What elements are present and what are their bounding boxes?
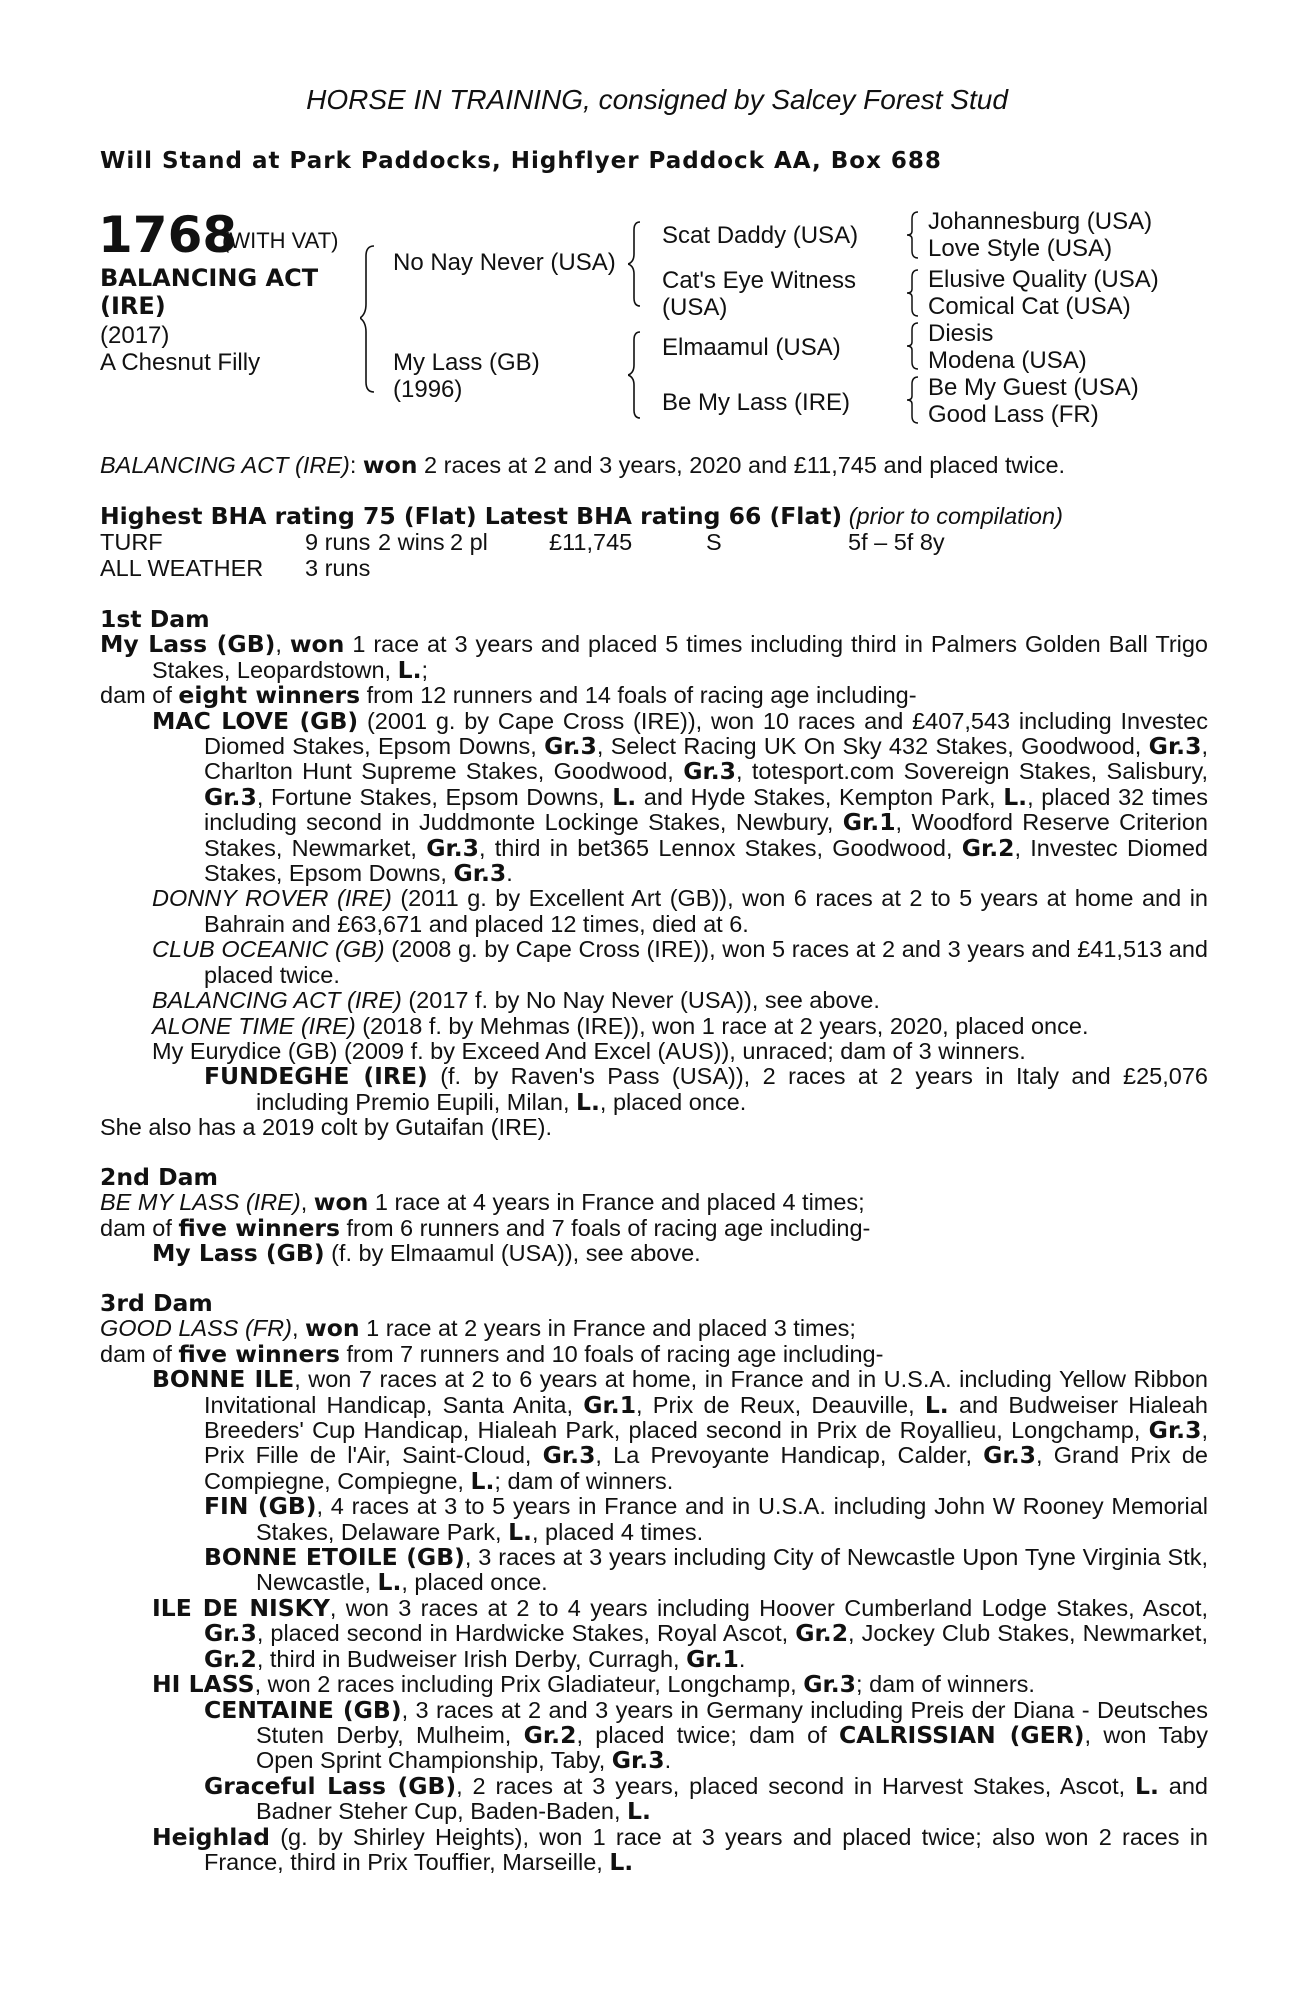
text-fragment: , third in Budweiser Irish Derby, Curragh,	[256, 1645, 687, 1672]
turf-going: S	[706, 529, 722, 555]
pedigree-dd: Be My Lass (IRE)	[662, 389, 851, 416]
text-fragment: , placed once.	[401, 1569, 548, 1596]
produce-ile-de-nisky	[100, 1593, 1208, 1673]
won-label: won	[313, 1188, 369, 1217]
pedigree-bracket-g3a	[906, 209, 924, 261]
ratings-heading: Highest BHA rating 75 (Flat) Latest BHA rating 66 (Flat)	[100, 502, 843, 530]
produce-bonne-ile	[100, 1367, 1208, 1494]
text-fragment: dam of	[100, 682, 179, 709]
pedigree-sds: Elusive Quality (USA)	[928, 266, 1159, 293]
horse-year: (2017)	[100, 322, 170, 349]
text-fragment: , Prix Fille de l'Air, Saint-Cloud,	[204, 1417, 1208, 1469]
ratings-note: (prior to compilation)	[848, 503, 1063, 529]
pedigree-dam: My Lass (GB)	[393, 349, 540, 376]
text-fragment: , Fortune Stakes, Epsom Downs,	[256, 783, 613, 810]
pedigree-bracket-g3b	[906, 267, 924, 319]
text-fragment: 1 race at 2 years in France and placed 3 times;	[359, 1315, 856, 1342]
grade-label: Gr.3	[544, 732, 597, 761]
text-fragment: , placed once.	[599, 1088, 747, 1115]
grade-label: L.	[1003, 782, 1028, 811]
pedigree-bracket-g3d	[906, 374, 924, 426]
grade-label: Gr.3	[611, 1746, 665, 1775]
grade-label: Gr.3	[803, 1670, 857, 1699]
summary-horse-name: BALANCING ACT (IRE)	[100, 452, 350, 478]
text-fragment: (2001 g. by Cape Cross (IRE)), won 10 races and £407,543 including Investec Diomed Stakes, Epsom Downs,	[204, 707, 1209, 760]
turf-prize: £11,745	[549, 529, 633, 555]
text-fragment: from 12 runners and 14 foals of racing age including-	[360, 682, 917, 709]
summary-won: won	[362, 451, 418, 479]
text-fragment: , placed 32 times including second in Juddmonte Lockinge Stakes, Newbury,	[204, 783, 1208, 836]
text-fragment: and Budweiser Hialeah Breeders' Cup Handicap, Hialeah Park, placed second in Prix de Royallieu, Longchamp,	[204, 1391, 1208, 1444]
text-fragment: .	[738, 1645, 746, 1672]
grade-label: Gr.3	[204, 1619, 257, 1648]
text-fragment: 1 race at 4 years in France and placed 4 times;	[368, 1189, 865, 1216]
produce-heighlad	[100, 1822, 1208, 1876]
text-fragment: (2018 f. by Mehmas (IRE)), won 1 race at 2 years, 2020, placed once.	[355, 1012, 1089, 1039]
pedigree-ddd: Good Lass (FR)	[928, 401, 1099, 428]
ratings-heading-line	[100, 504, 1063, 529]
produce-fin	[100, 1494, 1208, 1545]
turf-runs: 9 runs	[305, 529, 371, 555]
produce-my-lass	[100, 1241, 1208, 1266]
pedigree-dss: Diesis	[928, 320, 994, 347]
produce-name: FIN (GB)	[204, 1492, 317, 1521]
text-fragment: (2008 g. by Cape Cross (IRE)), won 5 races at 2 and 3 years and £41,513 and placed twice.	[204, 936, 1208, 988]
text-fragment: , won Taby Open Sprint Championship, Taby,	[256, 1721, 1208, 1774]
pedigree-sd-country: (USA)	[662, 294, 728, 321]
produce-alone-time	[100, 1014, 1208, 1039]
produce-name: ILE DE NISKY	[152, 1593, 330, 1622]
horse-name: BALANCING ACT	[100, 264, 319, 292]
winners-count: eight winners	[178, 681, 361, 710]
horse-name-country: (IRE)	[100, 292, 166, 320]
aw-label: ALL WEATHER	[100, 555, 264, 581]
second-dam-record	[100, 1190, 1208, 1215]
text-fragment: , 3 races at 2 and 3 years in Germany including Preis der Diana - Deutsches Stuten Derby, Mulheim,	[256, 1696, 1208, 1748]
grade-label: L.	[470, 1466, 495, 1495]
produce-name: BALANCING ACT (IRE)	[152, 987, 402, 1014]
pedigree-bracket-g3c	[906, 320, 924, 372]
text-fragment: , third in bet365 Lennox Stakes, Goodwood,	[479, 834, 962, 861]
text-fragment: ; dam of winners.	[856, 1671, 1035, 1698]
grade-label: L.	[612, 782, 637, 811]
produce-name: CLUB OCEANIC (GB)	[152, 936, 385, 963]
stand-location: Will Stand at Park Paddocks, Highflyer Paddock AA, Box 688	[100, 148, 942, 174]
text-fragment: , Jockey Club Stakes, Newmarket,	[848, 1620, 1208, 1647]
text-fragment: , won 2 races including Prix Gladiateur, Longchamp,	[254, 1671, 804, 1698]
second-dam-name: BE MY LASS (IRE)	[100, 1189, 301, 1216]
pedigree-ssd: Love Style (USA)	[928, 235, 1113, 262]
grade-label: Gr.3	[1148, 1416, 1202, 1445]
second-dam-heading: 2nd Dam	[100, 1163, 218, 1191]
text-fragment: , totesport.com Sovereign Stakes, Salisbury,	[736, 758, 1208, 785]
text-fragment: , Woodford Reserve Criterion Stakes, Newmarket,	[204, 809, 1208, 861]
listed-label: L.	[1135, 1771, 1159, 1800]
produce-name: HI LASS	[152, 1670, 255, 1699]
grade-label: Gr.2	[795, 1619, 849, 1648]
text-fragment: and Hyde Stakes, Kempton Park,	[636, 783, 1004, 810]
produce-donny-rover	[100, 886, 1208, 937]
grade-label: Gr.3	[683, 757, 737, 786]
listed-label: L.	[397, 655, 422, 684]
first-dam-section	[100, 607, 1208, 1141]
turf-placed: 2 pl	[450, 529, 488, 555]
summary-colon: :	[349, 452, 357, 478]
grade-label: Gr.3	[542, 1441, 596, 1470]
text-fragment: , 2 races at 3 years, placed second in Harvest Stakes, Ascot,	[456, 1772, 1136, 1799]
produce-name: BONNE ETOILE (GB)	[204, 1543, 465, 1572]
produce-name: CALRISSIAN (GER)	[839, 1720, 1085, 1749]
text-fragment: from 6 runners and 7 foals of racing age including-	[339, 1214, 871, 1241]
text-fragment: (g. by Shirley Heights), won 1 race at 3 years and placed twice; also won 2 races in France, third in Prix Touffier, Marseille,	[204, 1823, 1208, 1875]
pedigree-ss: Scat Daddy (USA)	[662, 222, 859, 249]
produce-name: BONNE ILE	[152, 1365, 295, 1394]
text-fragment: from 7 runners and 10 foals of racing age including-	[339, 1340, 884, 1367]
vat-note: (WITH VAT)	[222, 228, 339, 253]
text-fragment: , 4 races at 3 to 5 years in France and in U.S.A. including John W Rooney Memorial Stakes, Delaware Park,	[256, 1493, 1208, 1545]
grade-label: Gr.2	[961, 833, 1015, 862]
lot-number: 1768	[98, 206, 238, 264]
text-fragment: ;	[421, 656, 429, 683]
grade-label: Gr.3	[983, 1441, 1036, 1470]
text-fragment: , placed twice; dam of	[576, 1721, 840, 1748]
grade-label: Gr.3	[453, 859, 507, 888]
race-summary	[100, 453, 1065, 478]
winners-count: five winners	[178, 1213, 340, 1242]
produce-mac-love	[100, 706, 1209, 888]
produce-name: DONNY ROVER (IRE)	[152, 885, 392, 912]
produce-name: ALONE TIME (IRE)	[152, 1012, 356, 1039]
listed-label: L.	[609, 1847, 634, 1876]
produce-my-eurydice: My Eurydice (GB) (2009 f. by Exceed And Excel (AUS)), unraced; dam of 3 winners.	[152, 1037, 1026, 1064]
first-dam-name: My Lass (GB)	[100, 630, 276, 659]
text-fragment: (f. by Raven's Pass (USA)), 2 races at 2 years in Italy and £25,076 including Premio Eupili, Milan,	[256, 1063, 1208, 1115]
listed-label: L.	[508, 1517, 532, 1546]
grade-label: Gr.3	[1148, 732, 1202, 761]
text-fragment: , placed second in Hardwicke Stakes, Royal Ascot,	[256, 1620, 796, 1647]
produce-name: MAC LOVE (GB)	[152, 706, 359, 735]
first-dam-heading: 1st Dam	[100, 605, 210, 633]
produce-name: CENTAINE (GB)	[204, 1695, 402, 1724]
text-fragment: , 3 races at 3 years including City of Newcastle Upon Tyne Virginia Stk, Newcastle,	[256, 1544, 1208, 1596]
text-fragment: ,	[300, 1189, 314, 1216]
text-fragment: 1 race at 3 years and placed 5 times including third in Palmers Golden Ball Trigo Stakes, Leopardstown,	[152, 631, 1209, 683]
third-dam-record	[100, 1316, 1208, 1341]
grade-label: Gr.3	[426, 833, 480, 862]
text-fragment: and Badner Steher Cup, Baden-Baden,	[256, 1772, 1209, 1825]
listed-label: L.	[627, 1797, 651, 1826]
second-dam-section	[100, 1165, 1208, 1267]
produce-fundeghe	[100, 1064, 1208, 1115]
summary-text: 2 races at 2 and 3 years, 2020 and £11,745 and placed twice.	[417, 452, 1066, 478]
produce-hi-lass	[100, 1672, 1208, 1697]
text-fragment: , won 7 races at 2 to 6 years at home, in France and in U.S.A. including Yellow Ribbon Invitational Handicap, Santa Anita,	[204, 1366, 1208, 1418]
pedigree-dsd: Modena (USA)	[928, 347, 1087, 374]
produce-balancing-act	[100, 988, 1208, 1013]
turf-distance: 5f – 5f 8y	[848, 529, 945, 555]
listed-label: L.	[377, 1568, 402, 1597]
text-fragment: (2017 f. by No Nay Never (USA)), see above.	[401, 987, 880, 1014]
text-fragment: , placed 4 times.	[531, 1518, 704, 1545]
text-fragment: , La Prevoyante Handicap, Calder,	[595, 1442, 984, 1469]
text-fragment: , Grand Prix de Compiegne, Compiegne,	[204, 1442, 1208, 1494]
second-dam-produce-summary	[100, 1213, 1208, 1242]
pedigree-sdd: Comical Cat (USA)	[928, 293, 1131, 320]
pedigree-dam-year: (1996)	[393, 376, 463, 403]
turf-wins: 2 wins	[378, 529, 445, 555]
produce-centaine	[100, 1695, 1208, 1775]
produce-name: FUNDEGHE (IRE)	[204, 1062, 428, 1091]
winners-count: five winners	[178, 1339, 340, 1368]
grade-label: Gr.1	[583, 1390, 637, 1419]
grade-label: Gr.1	[842, 808, 896, 837]
pedigree-sire: No Nay Never (USA)	[393, 249, 616, 276]
text-fragment: , Charlton Hunt Supreme Stakes, Goodwood,	[204, 733, 1208, 785]
text-fragment: ,	[291, 1315, 305, 1342]
text-fragment: dam of	[100, 1214, 179, 1241]
turf-label: TURF	[100, 529, 163, 555]
text-fragment: , Prix de Reux, Deauville,	[636, 1391, 925, 1418]
text-fragment: , won 3 races at 2 to 4 years including Hoover Cumberland Lodge Stakes, Ascot,	[329, 1594, 1208, 1621]
produce-name: My Lass (GB)	[152, 1239, 325, 1268]
third-dam-section	[100, 1291, 1208, 1875]
produce-2019-colt: She also has a 2019 colt by Gutaifan (IRE).	[100, 1114, 552, 1141]
pedigree-bracket-sire	[628, 218, 658, 308]
third-dam-name: GOOD LASS (FR)	[100, 1315, 292, 1342]
grade-label: Gr.3	[204, 782, 257, 811]
pedigree-ds: Elmaamul (USA)	[662, 334, 841, 361]
first-dam-produce-summary	[100, 683, 1208, 708]
listed-label: L.	[576, 1087, 600, 1116]
text-fragment: , Select Racing UK On Sky 432 Stakes, Goodwood,	[596, 733, 1149, 760]
aw-runs: 3 runs	[305, 555, 371, 581]
text-fragment: (f. by Elmaamul (USA)), see above.	[324, 1240, 701, 1267]
produce-name: Graceful Lass (GB)	[204, 1771, 457, 1800]
third-dam-heading: 3rd Dam	[100, 1289, 213, 1317]
grade-label: Gr.2	[523, 1720, 577, 1749]
grade-label: Gr.2	[204, 1644, 257, 1673]
produce-graceful-lass	[100, 1771, 1209, 1826]
pedigree-sss: Johannesburg (USA)	[928, 208, 1153, 235]
produce-bonne-etoile	[100, 1545, 1208, 1596]
text-fragment: dam of	[100, 1340, 179, 1367]
text-fragment: (2011 g. by Excellent Art (GB)), won 6 races at 2 to 5 years at home and in Bahrain and £63,671 and placed 12 times, died at 6.	[204, 885, 1208, 937]
grade-label: Gr.1	[686, 1644, 739, 1673]
won-label: won	[305, 1314, 360, 1343]
text-fragment: .	[664, 1747, 672, 1774]
first-dam-record	[100, 632, 1208, 683]
third-dam-produce-summary	[100, 1339, 1208, 1368]
pedigree-sd: Cat's Eye Witness	[662, 267, 856, 294]
text-fragment: ,	[275, 631, 290, 658]
pedigree-dds: Be My Guest (USA)	[928, 374, 1139, 401]
consignment-title: HORSE IN TRAINING, consigned by Salcey Forest Stud	[306, 84, 1008, 115]
pedigree-bracket-dam	[628, 328, 658, 420]
text-fragment: , Investec Diomed Stakes, Epsom Downs,	[204, 834, 1208, 887]
text-fragment: .	[506, 860, 513, 887]
produce-name: Heighlad	[152, 1822, 270, 1851]
produce-club-oceanic	[100, 937, 1208, 988]
text-fragment: ; dam of winners.	[494, 1467, 674, 1494]
horse-description: A Chesnut Filly	[100, 349, 261, 376]
grade-label: L.	[924, 1390, 949, 1419]
won-label: won	[289, 630, 345, 659]
